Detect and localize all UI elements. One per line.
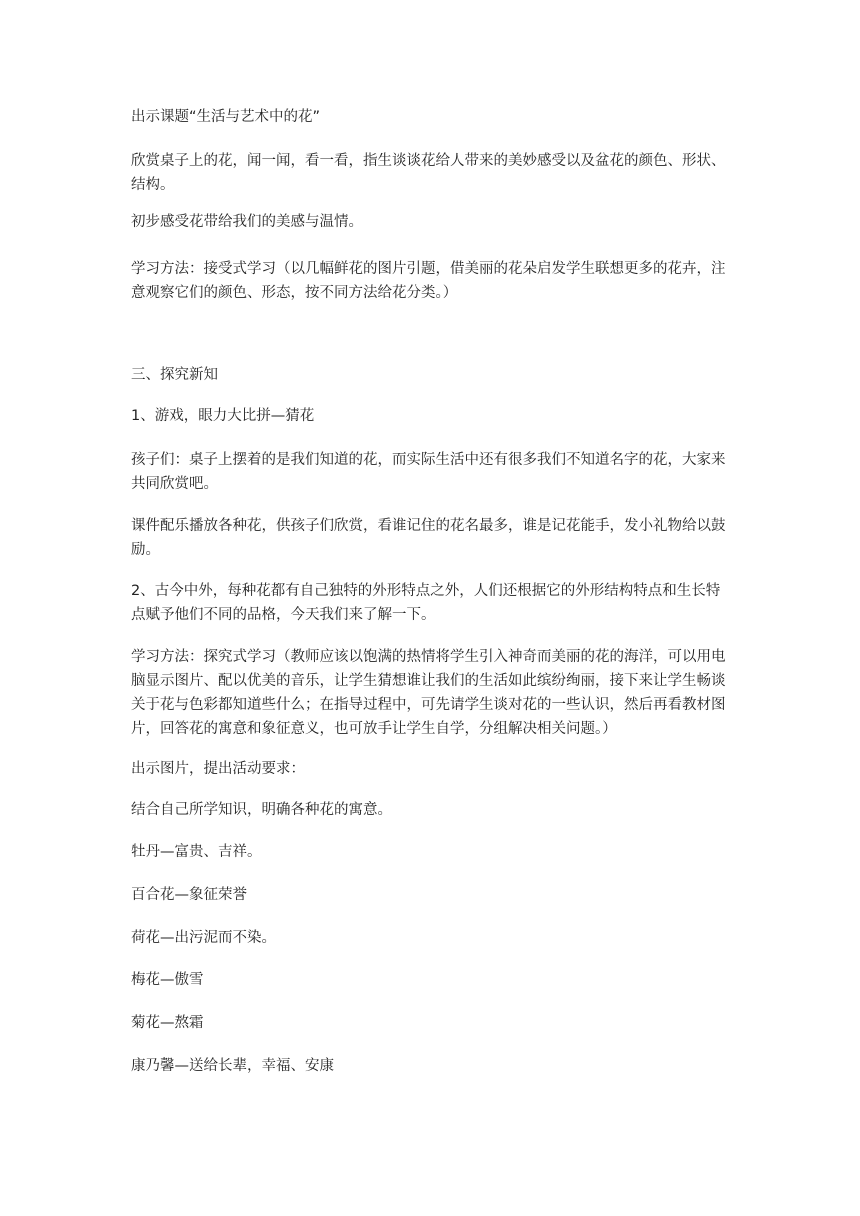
lily-meaning: 百合花—象征荣誉 (131, 887, 247, 903)
show-pictures-paragraph: 出示图片，提出活动要求： (131, 761, 305, 777)
plum-blossom-meaning: 梅花—傲雪 (131, 972, 204, 988)
flower-character-paragraph: 2、古今中外，每种花都有自己独特的外形特点之外，人们还根据它的外形结构特点和生长特点赋予他们不同的品格，今天我们来了解一下。 (131, 583, 721, 623)
appreciate-flowers-paragraph: 欣赏桌子上的花，闻一闻，看一看，指生谈谈花给人带来的美妙感受以及盆花的颜色、形状、结构。 (131, 153, 726, 193)
carnation-meaning: 康乃馨—送给长辈，幸福、安康 (131, 1058, 334, 1074)
combine-knowledge-paragraph: 结合自己所学知识，明确各种花的寓意。 (131, 802, 392, 818)
game-heading: 1、游戏，眼力大比拼—猜花 (131, 408, 315, 424)
chrysanthemum-meaning: 菊花—熬霜 (131, 1015, 204, 1031)
lesson-title-paragraph: 出示课题“生活与艺术中的花” (131, 109, 321, 125)
children-intro-paragraph: 孩子们：桌子上摆着的是我们知道的花，而实际生活中还有很多我们不知道名字的花，大家来共同欣赏吧。 (131, 452, 726, 492)
lotus-meaning: 荷花—出污泥而不染。 (131, 930, 276, 946)
courseware-paragraph: 课件配乐播放各种花，供孩子们欣赏，看谁记住的花名最多，谁是记花能手，发小礼物给以鼓励。 (131, 518, 726, 558)
initial-feeling-paragraph: 初步感受花带给我们的美感与温情。 (131, 214, 363, 230)
peony-meaning: 牡丹—富贵、吉祥。 (131, 844, 262, 860)
receptive-learning-paragraph: 学习方法：接受式学习（以几幅鲜花的图片引题，借美丽的花朵启发学生联想更多的花卉，注意观察它们的颜色、形态，按不同方法给花分类。） (131, 261, 726, 301)
section-heading: 三、探究新知 (131, 367, 218, 383)
inquiry-learning-paragraph: 学习方法：探究式学习（教师应该以饱满的热情将学生引入神奇而美丽的花的海洋，可以用电脑显示图片、配以优美的音乐，让学生猜想谁让我们的生活如此缤纷绚丽，接下来让学生畅谈关于花与色彩都知道些什么；在指导过程中，可先请学生谈对花的一些认识，然后再看教材图片，回答花的寓意和象征意义，也可放手让学生自学，分组解决相关问题。） (131, 649, 726, 737)
